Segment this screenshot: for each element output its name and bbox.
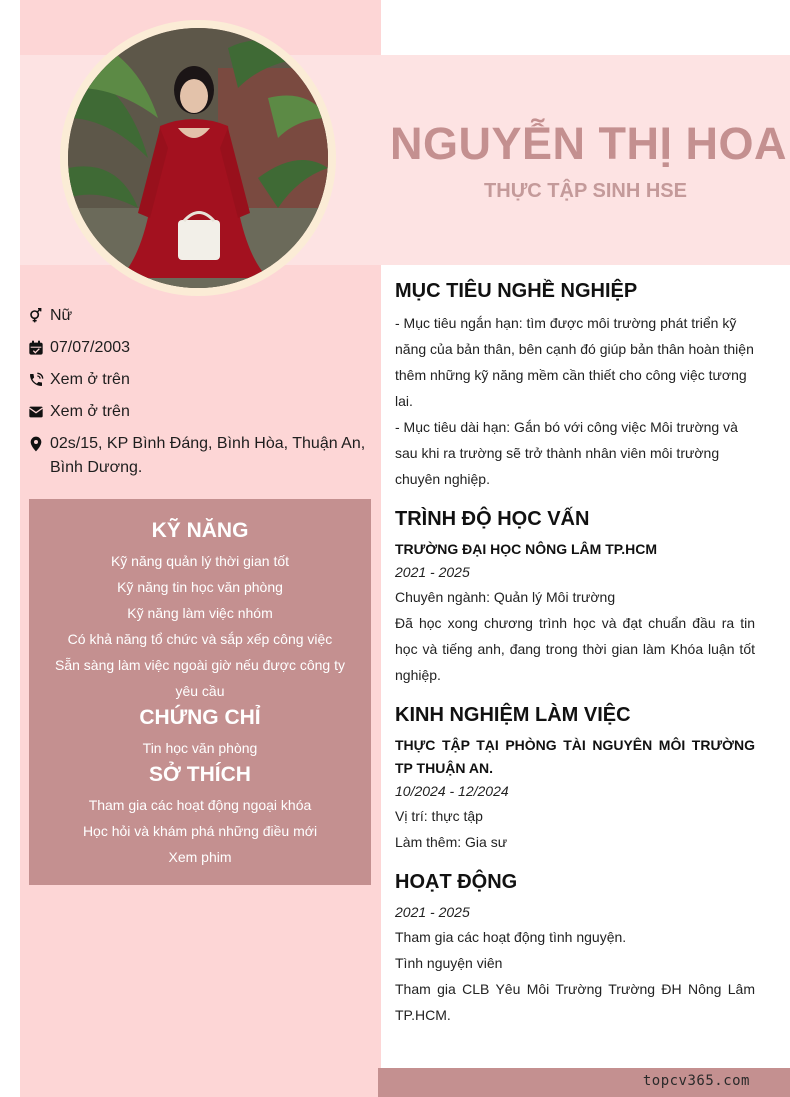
gender-value: Nữ [50, 307, 73, 324]
objective-short-term: - Mục tiêu ngắn hạn: tìm được môi trường phát triển kỹ năng của bản thân, bên cạnh đó giúp bản thân hoàn thiện thêm những kỹ năng mềm cần thiết cho công việc tương lai. [395, 315, 754, 409]
experience-extra: Làm thêm: Gia sư [395, 834, 508, 850]
objective-long-term: - Mục tiêu dài hạn: Gắn bó với công việc Môi trường và sau khi ra trường sẽ trở thành nhân viên môi trường chuyên nghiệp. [395, 419, 738, 487]
skills-box [29, 499, 371, 885]
phone-value: Xem ở trên [50, 371, 130, 388]
experience-role: Vị trí: thực tập [395, 808, 483, 824]
education-period: 2021 - 2025 [395, 564, 470, 580]
email-icon [28, 400, 48, 424]
job-position: THỰC TẬP SINH HSE [484, 180, 687, 202]
footer-bar [378, 1068, 790, 1097]
activities-line: Tình nguyện viên [395, 955, 503, 971]
hobby-item: Xem phim [168, 849, 232, 865]
education-school: TRƯỜNG ĐẠI HỌC NÔNG LÂM TP.HCM [395, 541, 658, 557]
activities-title: HOẠT ĐỘNG [395, 871, 518, 893]
phone-icon [28, 368, 48, 392]
location-pin-icon [28, 432, 48, 456]
birthday-value: 07/07/2003 [50, 339, 131, 356]
skill-item: Có khả năng tổ chức và sắp xếp công việc [67, 631, 333, 647]
experience-period: 10/2024 - 12/2024 [395, 783, 509, 799]
objective-title: MỤC TIÊU NGHỀ NGHIỆP [395, 280, 638, 302]
profile-photo-illustration [68, 28, 328, 288]
address-value: 02s/15, KP Bình Đáng, Bình Hòa, Thuận An, Bình Dương. [50, 435, 366, 476]
education-description: Đã học xong chương trình học và đạt chuẩn đầu ra tin học và tiếng anh, đang trong thời gian làm Khóa luận tốt nghiệp. [395, 615, 755, 683]
activities-line: Tham gia CLB Yêu Môi Trường Trường ĐH Nông Lâm TP.HCM. [395, 981, 755, 1023]
skills-title: KỸ NĂNG [151, 519, 249, 542]
full-name: NGUYỄN THỊ HOA [389, 118, 787, 169]
skill-item: Kỹ năng tin học văn phòng [117, 579, 283, 595]
skill-item: Kỹ năng làm việc nhóm [127, 605, 273, 621]
activities-period: 2021 - 2025 [395, 904, 470, 920]
contact-email [28, 400, 373, 424]
hobbies-title: SỞ THÍCH [149, 763, 251, 786]
experience-title: KINH NGHIỆM LÀM VIỆC [395, 704, 631, 726]
experience-section [395, 700, 755, 855]
email-value: Xem ở trên [50, 403, 130, 420]
hobby-item: Học hỏi và khám phá những điều mới [82, 823, 318, 839]
certificates-title: CHỨNG CHỈ [139, 706, 261, 729]
skill-item: Sẵn sàng làm việc ngoài giờ nếu được công ty yêu cầu [54, 657, 345, 699]
skill-item: Kỹ năng quản lý thời gian tốt [110, 553, 290, 569]
profile-photo [68, 28, 328, 288]
objective-section [395, 276, 755, 492]
contact-birthday [28, 336, 373, 360]
avatar [60, 20, 336, 296]
contact-phone [28, 368, 373, 392]
contact-address [28, 432, 373, 480]
experience-company: THỰC TẬP TẠI PHÒNG TÀI NGUYÊN MÔI TRƯỜNG TP THUẬN AN. [395, 737, 755, 776]
activities-line: Tham gia các hoạt động tình nguyện. [395, 929, 627, 945]
activities-section [395, 867, 755, 1028]
gender-icon [28, 304, 48, 328]
hobby-item: Tham gia các hoạt động ngoại khóa [88, 797, 312, 813]
contact-gender [28, 304, 373, 328]
calendar-icon [28, 336, 48, 360]
certificate-item: Tin học văn phòng [142, 740, 258, 756]
education-title: TRÌNH ĐỘ HỌC VẤN [395, 508, 590, 530]
name-block [381, 55, 790, 265]
main-content [395, 276, 755, 1040]
education-section [395, 504, 755, 688]
footer-watermark: topcv365.com [642, 1073, 750, 1089]
contact-info [28, 304, 373, 488]
education-major: Chuyên ngành: Quản lý Môi trường [395, 589, 616, 605]
